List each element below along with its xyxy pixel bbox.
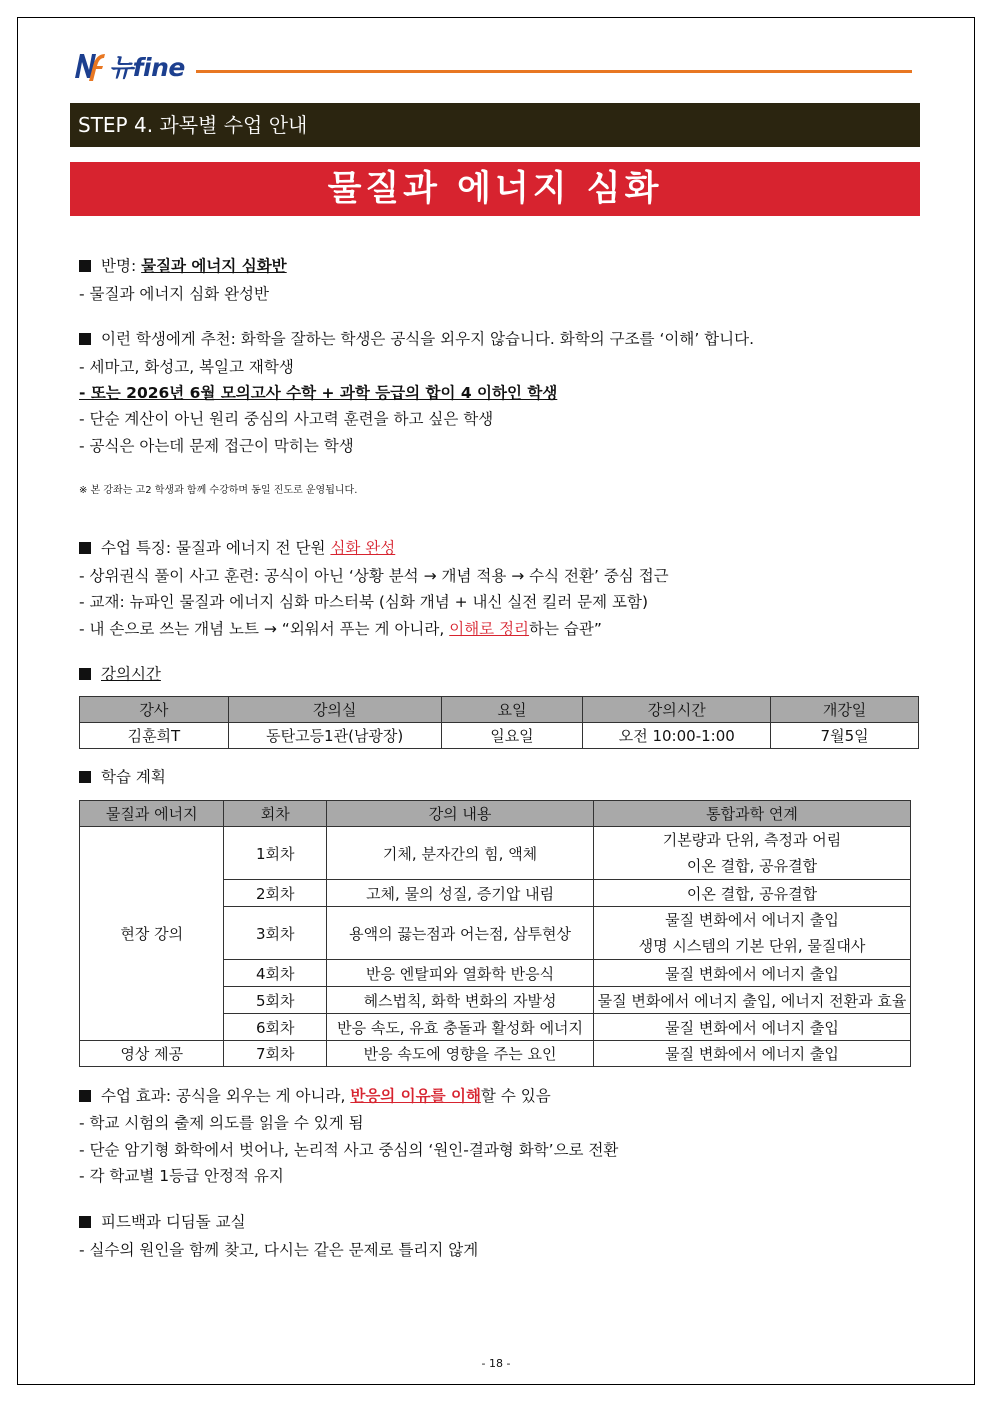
class-name-sub: - 물질과 에너지 심화 완성반 (79, 285, 270, 303)
square-bullet-icon (79, 1216, 91, 1228)
plan-content: 기체, 분자간의 힘, 액체 (327, 827, 594, 880)
plan-session: 1회차 (224, 827, 327, 880)
plan-link: 물질 변화에서 에너지 출입 (594, 960, 911, 987)
plan-content: 반응 속도에 영향을 주는 요인 (327, 1041, 594, 1067)
page-number: - 18 - (481, 1357, 511, 1370)
recommend-item: - 단순 계산이 아닌 원리 중심의 사고력 훈련을 하고 싶은 학생 (79, 410, 494, 428)
effect-heading: 수업 효과: 공식을 외우는 게 아니라, 반응의 이유를 이해할 수 있음 (79, 1086, 551, 1106)
recommend-item: - 또는 2026년 6월 모의고사 수학 + 과학 등급의 합이 4 이하인 학생 (79, 384, 558, 402)
plan-session: 5회차 (224, 987, 327, 1014)
plan-session: 7회차 (224, 1041, 327, 1067)
recommend-heading: 이런 학생에게 추천: 화학을 잘하는 학생은 공식을 외우지 않습니다. 화학의 구조를 ‘이해’ 합니다. (79, 329, 754, 349)
plan-session: 3회차 (224, 907, 327, 960)
schedule-heading: 강의시간 (79, 664, 161, 684)
table-row (80, 827, 911, 880)
features-heading: 수업 특징: 물질과 에너지 전 단원 심화 완성 (79, 538, 395, 558)
logo (72, 48, 185, 84)
plan-link: 물질 변화에서 에너지 출입 (594, 1041, 911, 1067)
feedback-heading: 피드백과 디딤돌 교실 (79, 1212, 246, 1232)
effect-item: - 각 학교별 1등급 안정적 유지 (79, 1167, 284, 1185)
plan-session: 6회차 (224, 1014, 327, 1041)
schedule-cell: 7월5일 (771, 723, 919, 749)
step-banner: STEP 4. 과목별 수업 안내 (70, 103, 920, 147)
plan-content: 용액의 끓는점과 어는점, 삼투현상 (327, 907, 594, 960)
plan-header: 회차 (224, 801, 327, 827)
recommend-item: - 공식은 아는데 문제 접근이 막히는 학생 (79, 437, 354, 455)
features-item: - 내 손으로 쓰는 개념 노트 → “외워서 푸는 게 아니라, 이해로 정리하는 습관” (79, 620, 602, 638)
plan-group-video: 영상 제공 (80, 1041, 224, 1067)
plan-link: 기본량과 단위, 측정과 어림 이온 결합, 공유결합 (594, 827, 911, 880)
schedule-cell: 오전 10:00-1:00 (583, 723, 771, 749)
plan-link: 물질 변화에서 에너지 출입 (594, 1014, 911, 1041)
plan-session: 4회차 (224, 960, 327, 987)
schedule-header: 개강일 (771, 697, 919, 723)
recommend-item: - 세마고, 화성고, 복일고 재학생 (79, 358, 294, 376)
nf-logo-icon (72, 50, 106, 82)
schedule-cell: 김훈희T (80, 723, 229, 749)
schedule-header: 강사 (80, 697, 229, 723)
schedule-header: 강의실 (228, 697, 441, 723)
schedule-cell: 동탄고등1관(남광장) (228, 723, 441, 749)
effect-highlight: 반응의 이유를 이해 (350, 1087, 481, 1105)
features-item: - 상위권식 풀이 사고 훈련: 공식이 아닌 ‘상황 분석 → 개념 적용 → 수식 전환’ 중심 접근 (79, 567, 669, 585)
square-bullet-icon (79, 668, 91, 680)
plan-table (79, 800, 911, 1067)
plan-content: 고체, 물의 성질, 증기압 내림 (327, 880, 594, 907)
class-name-value: 물질과 에너지 심화반 (141, 257, 287, 275)
plan-header: 통합과학 연계 (594, 801, 911, 827)
class-name-heading: 반명: 물질과 에너지 심화반 (79, 256, 287, 276)
square-bullet-icon (79, 1090, 91, 1102)
schedule-cell: 일요일 (441, 723, 583, 749)
plan-heading: 학습 계획 (79, 767, 166, 787)
schedule-header: 강의시간 (583, 697, 771, 723)
features-item-highlight: 이해로 정리 (449, 620, 530, 638)
square-bullet-icon (79, 260, 91, 272)
schedule-table (79, 696, 919, 749)
course-title: 물질과 에너지 심화 (70, 162, 920, 216)
square-bullet-icon (79, 771, 91, 783)
plan-link: 이온 결합, 공유결합 (594, 880, 911, 907)
plan-session: 2회차 (224, 880, 327, 907)
schedule-header: 요일 (441, 697, 583, 723)
features-highlight: 심화 완성 (330, 539, 396, 557)
plan-content: 헤스법칙, 화학 변화의 자발성 (327, 987, 594, 1014)
effect-item: - 단순 암기형 화학에서 벗어나, 논리적 사고 중심의 ‘원인-결과형 화학’으로 전환 (79, 1141, 619, 1159)
features-item: - 교재: 뉴파인 물질과 에너지 심화 마스터북 (심화 개념 + 내신 실전 킬러 문제 포함) (79, 593, 649, 611)
plan-content: 반응 속도, 유효 충돌과 활성화 에너지 (327, 1014, 594, 1041)
brand-name: 뉴fine (109, 53, 185, 82)
header-rule (196, 70, 912, 73)
recommend-note: ※ 본 강좌는 고2 학생과 함께 수강하며 동일 진도로 운영됩니다. (79, 485, 358, 496)
plan-group-live: 현장 강의 (80, 827, 224, 1041)
plan-content: 반응 엔탈피와 열화학 반응식 (327, 960, 594, 987)
plan-header: 강의 내용 (327, 801, 594, 827)
effect-item: - 학교 시험의 출제 의도를 읽을 수 있게 됨 (79, 1114, 364, 1132)
square-bullet-icon (79, 542, 91, 554)
plan-link: 물질 변화에서 에너지 출입 생명 시스템의 기본 단위, 물질대사 (594, 907, 911, 960)
square-bullet-icon (79, 333, 91, 345)
table-row (80, 1041, 911, 1067)
plan-link: 물질 변화에서 에너지 출입, 에너지 전환과 효율 (594, 987, 911, 1014)
plan-header: 물질과 에너지 (80, 801, 224, 827)
feedback-item: - 실수의 원인을 함께 찾고, 다시는 같은 문제로 틀리지 않게 (79, 1241, 479, 1259)
